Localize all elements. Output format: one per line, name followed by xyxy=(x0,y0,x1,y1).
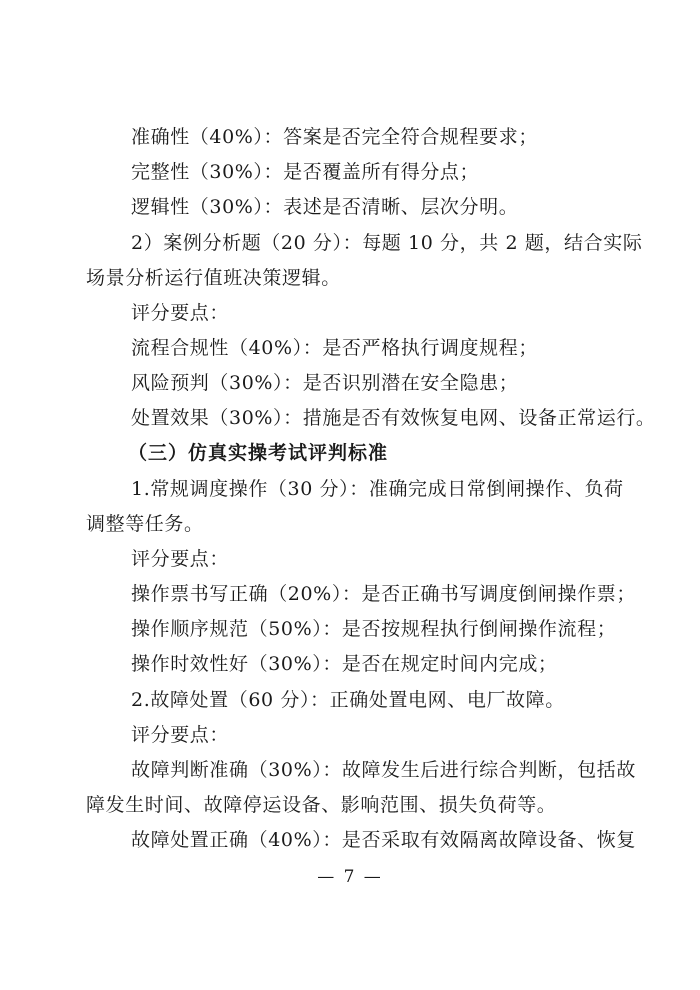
fault-handling-item: 2.故障处置（60 分）：正确处置电网、电厂故障。 xyxy=(131,689,565,711)
section-heading: （三）仿真实操考试评判标准 xyxy=(128,442,389,464)
criterion-completeness: 完整性（30%）：是否覆盖所有得分点； xyxy=(131,161,480,183)
criterion-logic: 逻辑性（30%）：表述是否清晰、层次分明。 xyxy=(131,196,519,218)
criterion-process-compliance: 流程合规性（40%）：是否严格执行调度规程； xyxy=(131,337,538,359)
case-analysis-item-continued: 场景分析运行值班决策逻辑。 xyxy=(86,267,341,289)
scoring-points-label: 评分要点： xyxy=(131,724,230,746)
scoring-points-label: 评分要点： xyxy=(131,302,230,324)
criterion-accuracy: 准确性（40%）：答案是否完全符合规程要求； xyxy=(131,126,538,148)
criterion-risk-prediction: 风险预判（30%）：是否识别潜在安全隐患； xyxy=(131,372,519,394)
criterion-handling-effect: 处置效果（30%）：措施是否有效恢复电网、设备正常运行。 xyxy=(131,407,656,429)
criterion-fault-handling: 故障处置正确（40%）：是否采取有效隔离故障设备、恢复 xyxy=(131,829,636,851)
criterion-timeliness: 操作时效性好（30%）：是否在规定时间内完成； xyxy=(131,653,558,675)
criterion-fault-judgment: 故障判断准确（30%）：故障发生后进行综合判断，包括故 xyxy=(131,759,636,781)
scoring-points-label: 评分要点： xyxy=(131,548,230,570)
criterion-operation-sequence: 操作顺序规范（50%）：是否按规程执行倒闸操作流程； xyxy=(131,618,617,640)
routine-dispatch-item: 1.常规调度操作（30 分）：准确完成日常倒闸操作、负荷 xyxy=(131,478,624,500)
criterion-fault-judgment-continued: 障发生时间、故障停运设备、影响范围、损失负荷等。 xyxy=(86,794,557,816)
case-analysis-item: 2）案例分析题（20 分）：每题 10 分，共 2 题，结合实际 xyxy=(131,232,643,254)
page-number: — 7 — xyxy=(317,867,383,887)
criterion-ticket-writing: 操作票书写正确（20%）：是否正确书写调度倒闸操作票； xyxy=(131,583,636,605)
routine-dispatch-item-continued: 调整等任务。 xyxy=(86,513,204,535)
